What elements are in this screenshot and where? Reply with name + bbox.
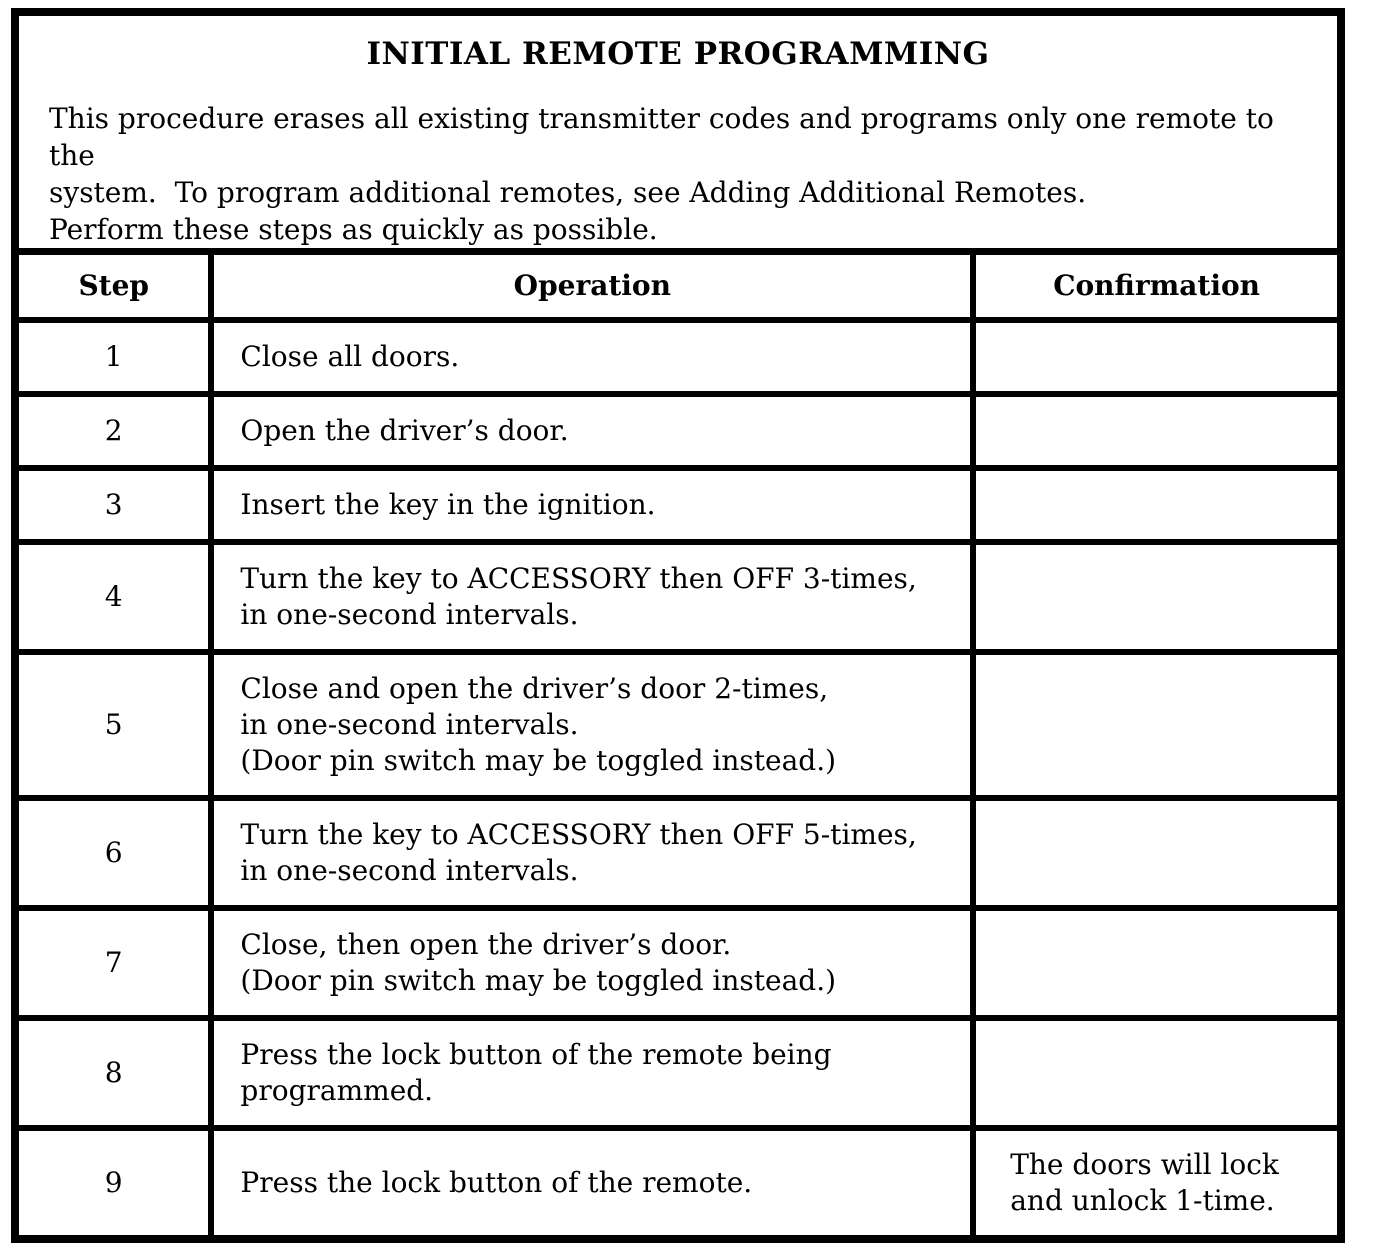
header-row bbox=[19, 252, 1337, 321]
confirmation-cell bbox=[973, 320, 1337, 394]
page-title: INITIAL REMOTE PROGRAMMING bbox=[366, 36, 990, 72]
table-row bbox=[19, 542, 1337, 652]
intro-line: system. To program additional remotes, see Adding Additional Remotes. bbox=[49, 176, 1087, 209]
operation-line: Press the lock button of the remote being bbox=[240, 1038, 832, 1071]
document-frame bbox=[11, 8, 1345, 1243]
header-confirmation: Confirmation bbox=[973, 252, 1337, 321]
operation-cell bbox=[211, 394, 973, 468]
table-row bbox=[19, 1128, 1337, 1235]
operation-line: Open the driver’s door. bbox=[240, 414, 569, 447]
confirmation-cell bbox=[973, 908, 1337, 1018]
confirmation-cell bbox=[973, 798, 1337, 908]
step-cell: 8 bbox=[19, 1018, 211, 1128]
table-row bbox=[19, 908, 1337, 1018]
confirmation-line: and unlock 1-time. bbox=[1010, 1184, 1275, 1217]
step-cell: 3 bbox=[19, 468, 211, 542]
operation-line: (Door pin switch may be toggled instead.) bbox=[240, 744, 837, 777]
operation-line: in one-second intervals. bbox=[240, 598, 579, 631]
confirmation-cell bbox=[973, 1018, 1337, 1128]
intro-line: This procedure erases all existing transmitter codes and programs only one remote to the bbox=[49, 102, 1283, 172]
intro-section bbox=[19, 16, 1337, 248]
step-cell: 5 bbox=[19, 652, 211, 798]
operation-line: in one-second intervals. bbox=[240, 854, 579, 887]
step-cell: 2 bbox=[19, 394, 211, 468]
operation-cell bbox=[211, 908, 973, 1018]
step-cell: 7 bbox=[19, 908, 211, 1018]
operation-cell bbox=[211, 798, 973, 908]
operation-line: programmed. bbox=[240, 1074, 434, 1107]
operation-cell bbox=[211, 652, 973, 798]
operation-cell bbox=[211, 1128, 973, 1235]
operation-cell bbox=[211, 468, 973, 542]
operation-cell bbox=[211, 542, 973, 652]
header-operation: Operation bbox=[211, 252, 973, 321]
operation-line: Turn the key to ACCESSORY then OFF 5-times, bbox=[240, 818, 917, 851]
intro-line: Perform these steps as quickly as possible. bbox=[49, 213, 658, 246]
confirmation-cell bbox=[973, 1128, 1337, 1235]
step-cell: 4 bbox=[19, 542, 211, 652]
operation-line: Close and open the driver’s door 2-times, bbox=[240, 672, 829, 705]
confirmation-line: The doors will lock bbox=[1010, 1148, 1279, 1181]
step-cell: 6 bbox=[19, 798, 211, 908]
operation-line: Press the lock button of the remote. bbox=[240, 1166, 753, 1199]
operation-line: in one-second intervals. bbox=[240, 708, 579, 741]
confirmation-cell bbox=[973, 468, 1337, 542]
operation-line: Turn the key to ACCESSORY then OFF 3-times, bbox=[240, 562, 917, 595]
operation-line: Close, then open the driver’s door. bbox=[240, 928, 732, 961]
table-row bbox=[19, 798, 1337, 908]
step-cell: 1 bbox=[19, 320, 211, 394]
operation-cell bbox=[211, 320, 973, 394]
table-row bbox=[19, 652, 1337, 798]
table-row bbox=[19, 468, 1337, 542]
operation-cell bbox=[211, 1018, 973, 1128]
operation-line: (Door pin switch may be toggled instead.) bbox=[240, 964, 837, 997]
table-row bbox=[19, 1018, 1337, 1128]
confirmation-cell bbox=[973, 542, 1337, 652]
operation-line: Close all doors. bbox=[240, 340, 460, 373]
table-row bbox=[19, 394, 1337, 468]
confirmation-cell bbox=[973, 394, 1337, 468]
confirmation-cell bbox=[973, 652, 1337, 798]
header-step: Step bbox=[19, 252, 211, 321]
step-cell: 9 bbox=[19, 1128, 211, 1235]
table-row bbox=[19, 320, 1337, 394]
operation-line: Insert the key in the ignition. bbox=[240, 488, 656, 521]
steps-table bbox=[19, 248, 1337, 1235]
intro-paragraph bbox=[49, 100, 1307, 248]
